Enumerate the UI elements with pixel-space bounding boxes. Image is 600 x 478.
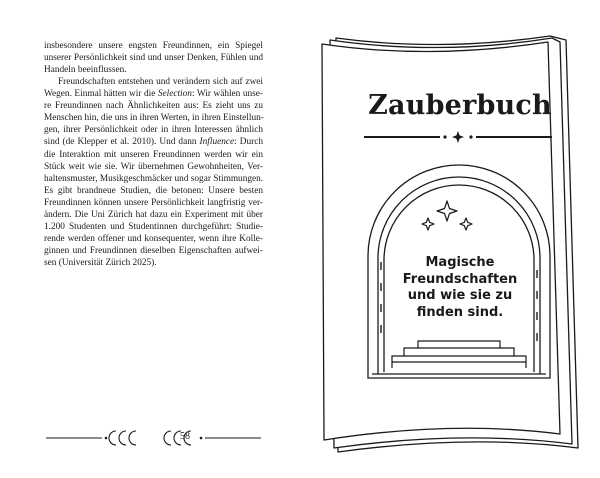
text-line: Stück weit wie sie. Wir übernehmen Gewohnheiten, Ver- [44, 161, 263, 172]
text-line: Freundinnen können unsere Persönlichkeit langfristig ver- [44, 197, 263, 208]
text-line: Wegen. Einmal hätten wir die Selection: Wir wählen unse- [44, 89, 263, 100]
text-line: ändern. Die Uni Zürich hat dazu ein Experiment mit über [44, 210, 263, 221]
text-line: sen (Universität Zürich 2025). [44, 258, 157, 269]
book-title: Zauberbuch [368, 90, 552, 121]
emphasized-term: Influence [199, 137, 235, 148]
page-footer [44, 427, 263, 449]
text-line: rende werden offener und konsequenter, wenn ihre Kolle- [44, 234, 263, 245]
text-line: gen, ihrer Persönlichkeit oder in ihren Interessen ähnlich [44, 125, 263, 136]
subtitle-line: und wie sie zu [407, 288, 513, 303]
footer-ornament [44, 427, 263, 449]
text-line: unserer Persönlichkeit sind und unser Denken, Fühlen und [44, 53, 263, 64]
book-illustration [300, 0, 600, 478]
moon-phases-left-icon [109, 431, 136, 445]
paragraph-2 [44, 76, 263, 270]
paragraph-1 [44, 40, 263, 76]
text-line: Handeln beeinflussen. [44, 65, 127, 76]
subtitle-line: Freundschaften [402, 271, 518, 287]
text-line: insbesondere unsere engsten Freundinnen, ein Spiegel [44, 41, 263, 51]
text-line: ginnen und Freundinnen dieselben Eigenschaften aufwei- [44, 246, 263, 257]
text-line: Es gibt brandneue Studien, die betonen: Unsere besten [44, 185, 263, 196]
subtitle-line: finden sind. [416, 304, 504, 320]
text-line: die Interaktion mit unseren Freundinnen werden wir ein [44, 149, 263, 160]
text-line: Menschen hin, die uns in ihren Werten, in ihren Einstellun- [44, 113, 264, 124]
text-line: sind (de Klepper et al. 2010). Und dann Influence: Durch [44, 137, 264, 148]
emphasized-term: Selection [157, 89, 192, 100]
book-subtitle [390, 255, 530, 321]
text-line: Freundschaften entstehen und verändern sich auf zwei [58, 77, 263, 87]
text-line: haltensmuster, Musikgeschmäcker und sogar Stimmungen. [44, 173, 264, 184]
subtitle-line: Magische [425, 255, 495, 270]
page-number: 58 [180, 431, 190, 442]
text-line: 1.200 Studenten und Studentinnen durchgeführt: Studie- [44, 222, 263, 233]
text-line: re Freundinnen nach Ähnlichkeiten aus: Es zieht uns zu [44, 101, 263, 112]
